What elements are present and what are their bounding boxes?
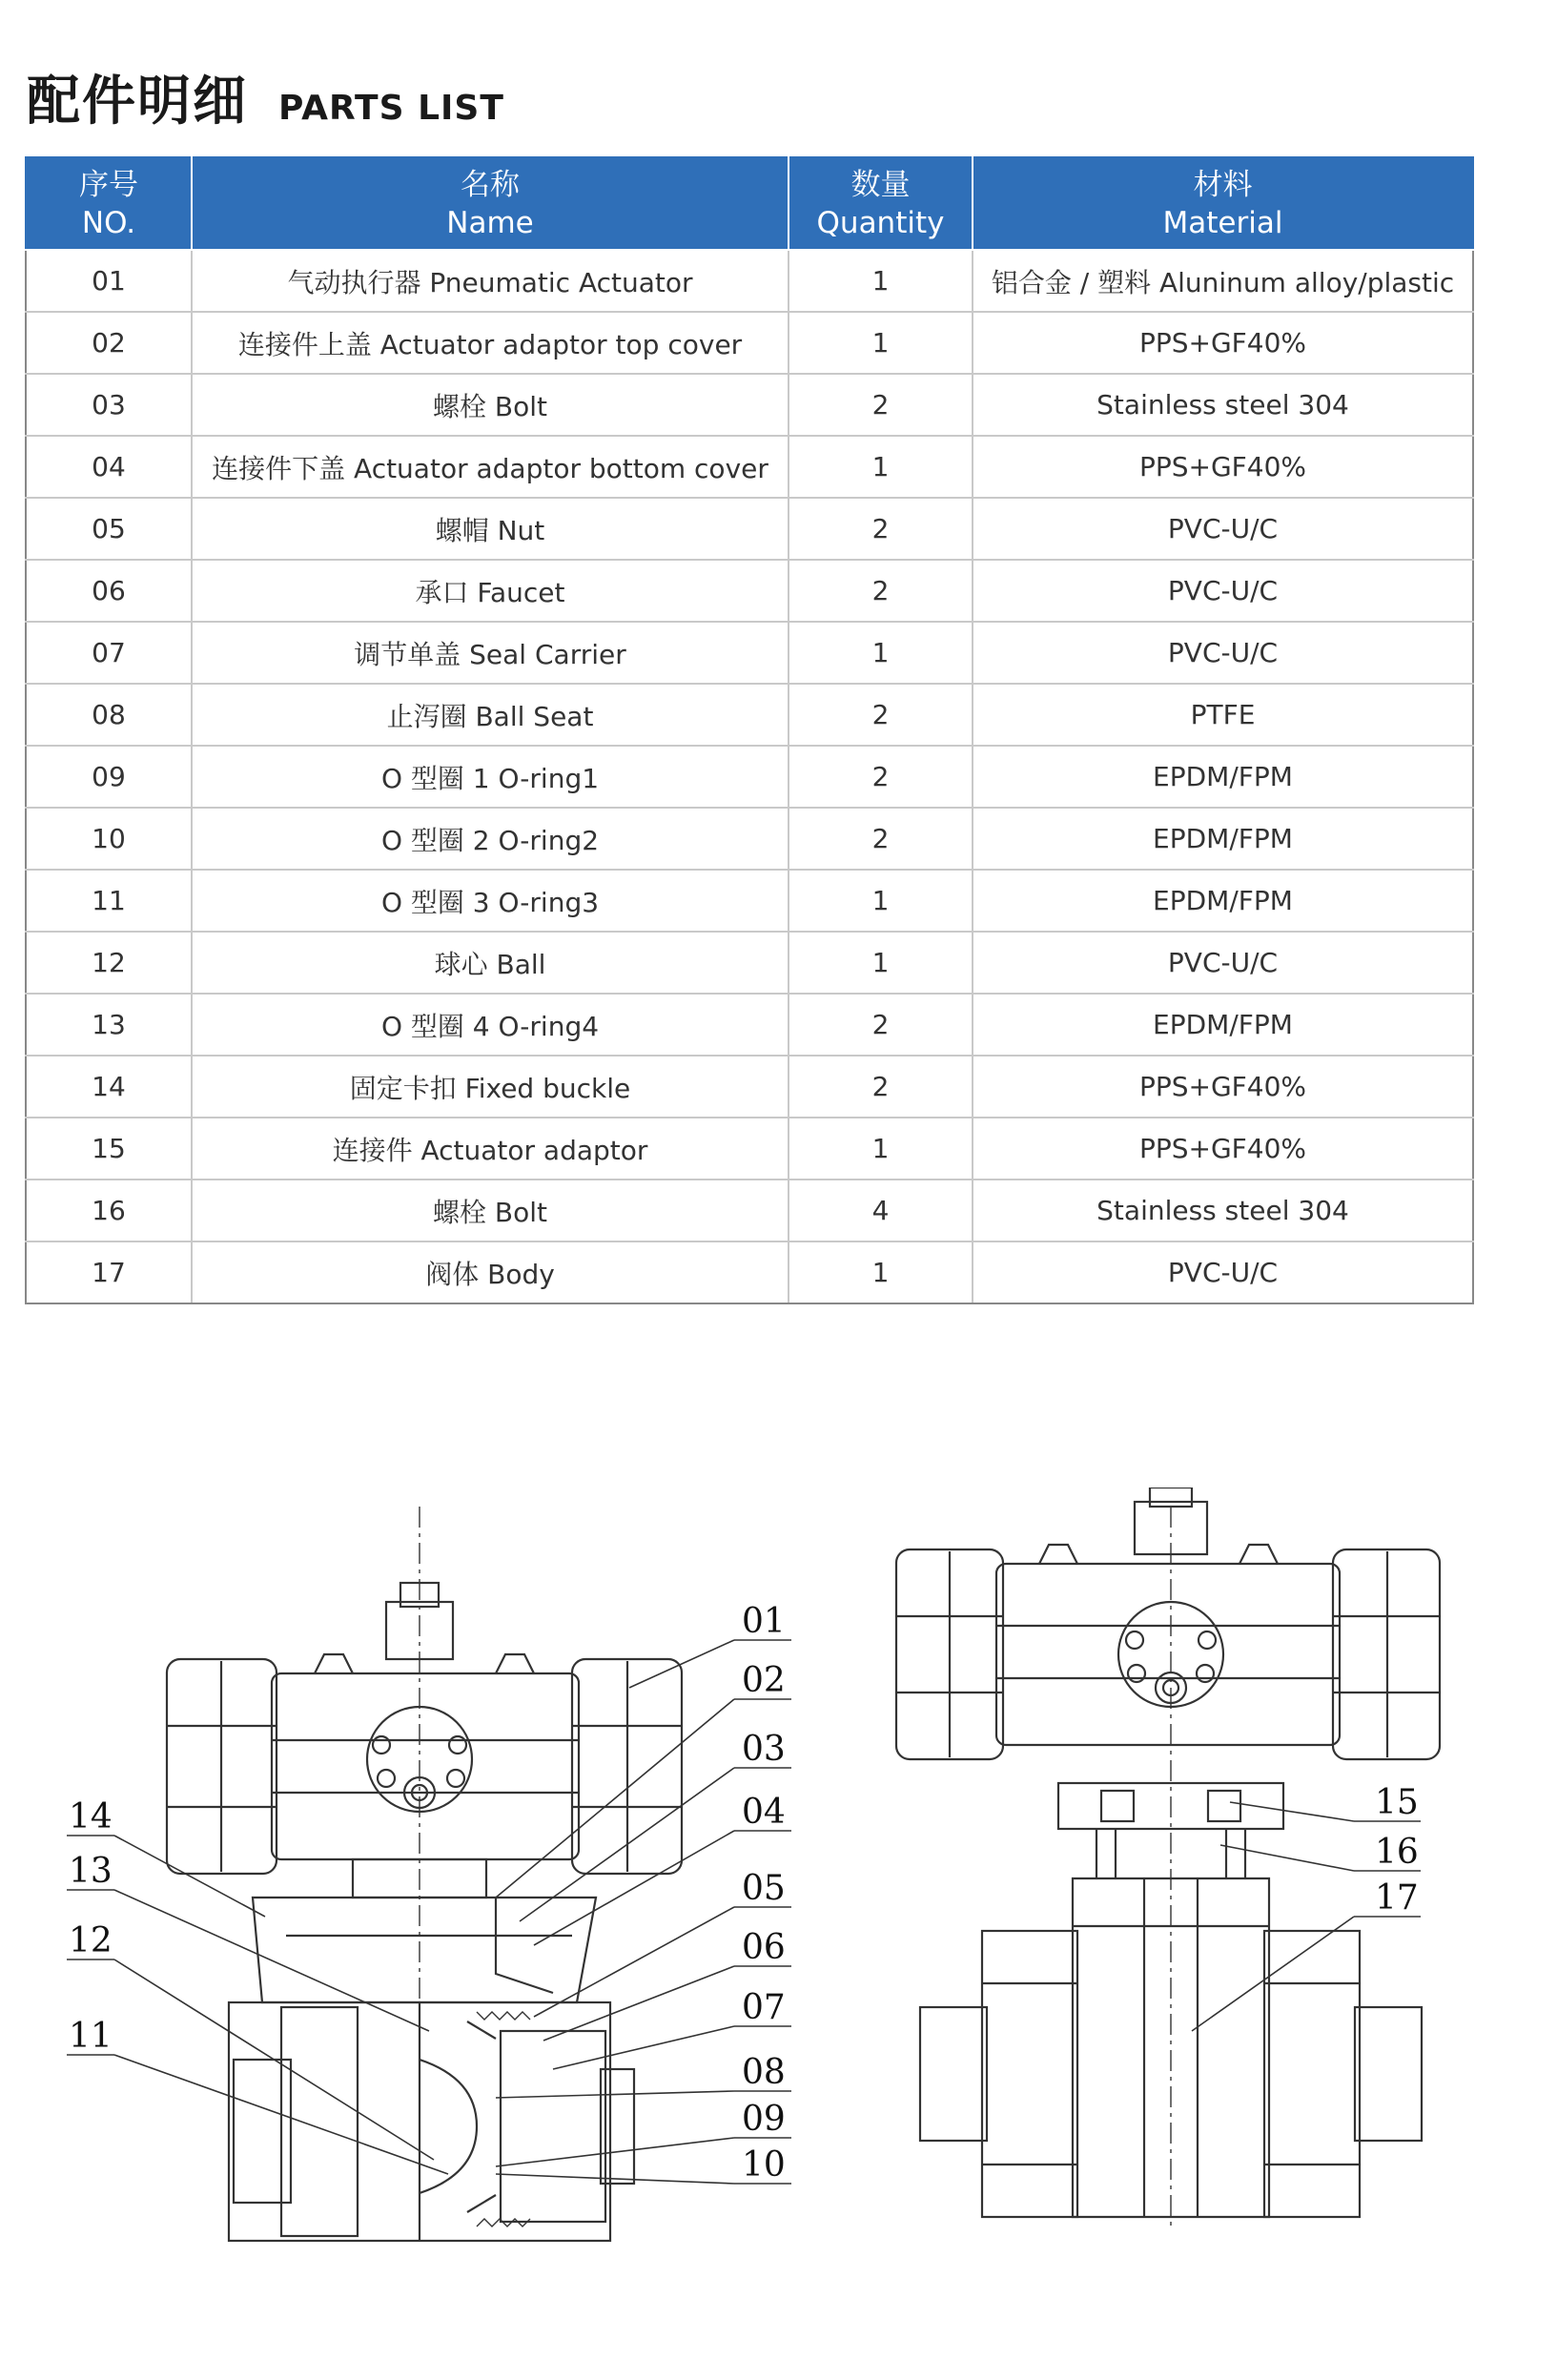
table-row: [26, 1118, 1473, 1180]
callout-01: 01: [742, 1602, 786, 1641]
table-row: [26, 374, 1473, 436]
cell-no: 15: [26, 1118, 192, 1180]
parts-table: [25, 156, 1474, 1304]
callout-09: 09: [742, 2100, 786, 2139]
cell-material: EPDM/FPM: [973, 994, 1473, 1056]
cell-quantity: 4: [789, 1180, 973, 1241]
table-row: [26, 622, 1473, 684]
cell-name: O 型圈 4 O-ring4: [192, 994, 789, 1056]
cell-no: 10: [26, 808, 192, 870]
cell-material: EPDM/FPM: [973, 808, 1473, 870]
callouts-left-left: [69, 1797, 113, 2056]
cell-material: PVC-U/C: [973, 622, 1473, 684]
cell-no: 02: [26, 312, 192, 374]
table-row: [26, 1241, 1473, 1303]
table-row: [26, 436, 1473, 498]
cell-no: 12: [26, 932, 192, 994]
cell-material: PVC-U/C: [973, 1241, 1473, 1303]
cell-material: PVC-U/C: [973, 560, 1473, 622]
table-row: [26, 808, 1473, 870]
callout-16: 16: [1375, 1833, 1419, 1872]
callout-07: 07: [742, 1988, 786, 2027]
cell-name: O 型圈 3 O-ring3: [192, 870, 789, 932]
cell-name: 连接件 Actuator adaptor: [192, 1118, 789, 1180]
callout-05: 05: [742, 1869, 786, 1908]
column-header-quantity: 数量 Quantity: [789, 157, 973, 250]
page-heading: [27, 59, 504, 135]
callout-08: 08: [742, 2053, 786, 2092]
cell-no: 14: [26, 1056, 192, 1118]
cell-no: 16: [26, 1180, 192, 1241]
cell-quantity: 1: [789, 932, 973, 994]
cell-name: 承口 Faucet: [192, 560, 789, 622]
callout-02: 02: [742, 1661, 786, 1700]
column-header-no: 序号 NO.: [26, 157, 192, 250]
cell-quantity: 2: [789, 746, 973, 808]
callouts-left-right: [742, 1602, 786, 2185]
cell-name: 螺帽 Nut: [192, 498, 789, 560]
cell-no: 05: [26, 498, 192, 560]
cell-name: 阀体 Body: [192, 1241, 789, 1303]
column-header-material: 材料 Material: [973, 157, 1473, 250]
cell-no: 03: [26, 374, 192, 436]
cell-material: PTFE: [973, 684, 1473, 746]
cell-quantity: 1: [789, 312, 973, 374]
callout-17: 17: [1375, 1878, 1419, 1918]
cell-name: 气动执行器 Pneumatic Actuator: [192, 250, 789, 312]
table-row: [26, 250, 1473, 312]
cell-name: 调节单盖 Seal Carrier: [192, 622, 789, 684]
cell-material: PVC-U/C: [973, 932, 1473, 994]
cell-quantity: 1: [789, 1241, 973, 1303]
cell-no: 13: [26, 994, 192, 1056]
callout-04: 04: [742, 1793, 786, 1832]
callout-14: 14: [69, 1797, 113, 1836]
cell-no: 17: [26, 1241, 192, 1303]
cell-no: 09: [26, 746, 192, 808]
table-row: [26, 994, 1473, 1056]
cell-name: 螺栓 Bolt: [192, 1180, 789, 1241]
cell-name: O 型圈 2 O-ring2: [192, 808, 789, 870]
cell-material: EPDM/FPM: [973, 870, 1473, 932]
cell-quantity: 2: [789, 374, 973, 436]
cell-quantity: 1: [789, 436, 973, 498]
cell-quantity: 1: [789, 1118, 973, 1180]
cell-no: 01: [26, 250, 192, 312]
cell-quantity: 2: [789, 560, 973, 622]
callout-13: 13: [69, 1852, 113, 1891]
cell-material: PPS+GF40%: [973, 436, 1473, 498]
heading-zh: 配件明细: [27, 71, 248, 133]
left-sectional-view: [167, 1507, 682, 2241]
table-row: [26, 1056, 1473, 1118]
cell-no: 07: [26, 622, 192, 684]
callout-10: 10: [742, 2145, 786, 2185]
cell-quantity: 1: [789, 250, 973, 312]
column-header-name: 名称 Name: [192, 157, 789, 250]
cell-no: 08: [26, 684, 192, 746]
table-row: [26, 684, 1473, 746]
cell-name: 止泻圈 Ball Seat: [192, 684, 789, 746]
cell-no: 11: [26, 870, 192, 932]
cell-quantity: 2: [789, 808, 973, 870]
cell-name: 球心 Ball: [192, 932, 789, 994]
right-elevation-view: [896, 1488, 1440, 2231]
table-row: [26, 870, 1473, 932]
cell-quantity: 2: [789, 994, 973, 1056]
cell-material: PPS+GF40%: [973, 312, 1473, 374]
cell-quantity: 2: [789, 498, 973, 560]
cell-material: Stainless steel 304: [973, 1180, 1473, 1241]
cell-name: 固定卡扣 Fixed buckle: [192, 1056, 789, 1118]
table-row: [26, 746, 1473, 808]
table-row: [26, 932, 1473, 994]
heading-en: PARTS LIST: [278, 89, 504, 128]
callout-03: 03: [742, 1730, 786, 1769]
cell-no: 06: [26, 560, 192, 622]
valve-drawing: [0, 1488, 1557, 2269]
callout-06: 06: [742, 1928, 786, 1967]
cell-quantity: 2: [789, 684, 973, 746]
cell-name: O 型圈 1 O-ring1: [192, 746, 789, 808]
cell-quantity: 1: [789, 870, 973, 932]
cell-material: PPS+GF40%: [973, 1118, 1473, 1180]
cell-quantity: 2: [789, 1056, 973, 1118]
cell-quantity: 1: [789, 622, 973, 684]
table-row: [26, 498, 1473, 560]
cell-name: 连接件下盖 Actuator adaptor bottom cover: [192, 436, 789, 498]
callout-12: 12: [69, 1921, 113, 1960]
cell-material: Stainless steel 304: [973, 374, 1473, 436]
table-row: [26, 1180, 1473, 1241]
cell-name: 连接件上盖 Actuator adaptor top cover: [192, 312, 789, 374]
cell-no: 04: [26, 436, 192, 498]
cell-material: 铝合金 / 塑料 Aluninum alloy/plastic: [973, 250, 1473, 312]
cell-material: EPDM/FPM: [973, 746, 1473, 808]
cell-material: PPS+GF40%: [973, 1056, 1473, 1118]
callout-15: 15: [1375, 1783, 1419, 1822]
cell-name: 螺栓 Bolt: [192, 374, 789, 436]
table-row: [26, 312, 1473, 374]
table-header-row: [26, 157, 1473, 250]
callout-11: 11: [69, 2017, 113, 2056]
table-row: [26, 560, 1473, 622]
cell-material: PVC-U/C: [973, 498, 1473, 560]
callouts-right: [1375, 1783, 1419, 1918]
